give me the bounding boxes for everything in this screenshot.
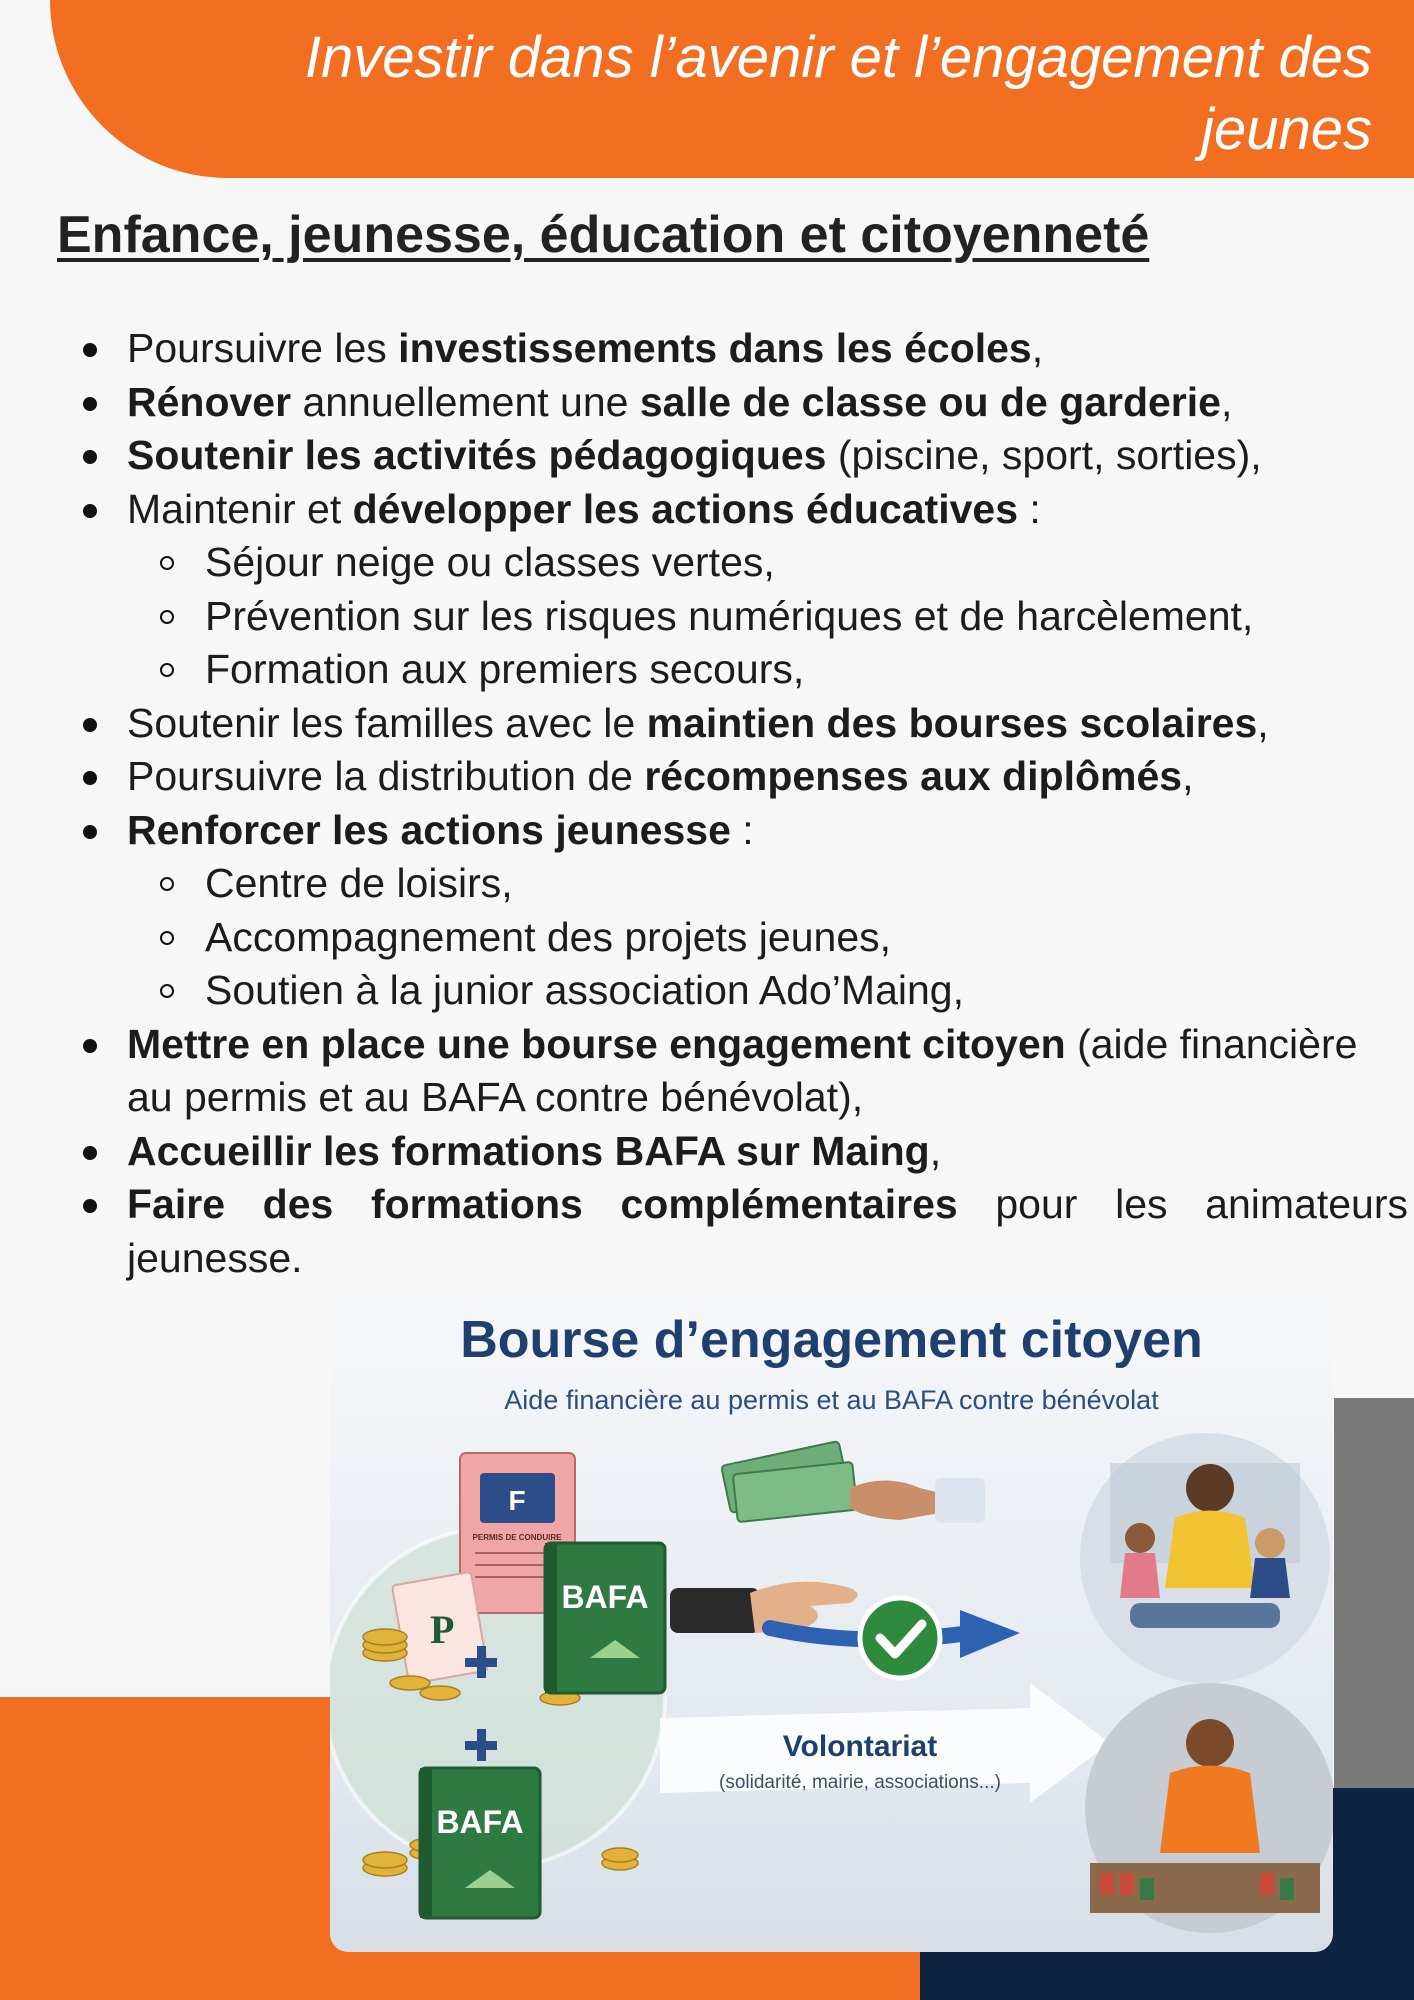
bullet-text: Prévention sur les risques numériques et de harcèlement, <box>205 592 1254 639</box>
bullet-item <box>75 376 1414 430</box>
decorative-gray-block <box>1334 1398 1414 1788</box>
bullet-text: , <box>1182 753 1194 799</box>
svg-text:PERMIS DE CONDUIRE: PERMIS DE CONDUIRE <box>472 1533 562 1542</box>
bullet-text: Maintenir et <box>127 485 353 532</box>
svg-text:P: P <box>430 1607 455 1652</box>
infographic-card <box>330 1288 1333 1952</box>
bullet-text: , <box>929 1127 942 1174</box>
bullet-bold-text: investissements dans les écoles <box>398 325 1032 371</box>
bullet-text: , <box>1257 699 1269 746</box>
svg-text:BAFA: BAFA <box>561 1579 649 1615</box>
svg-text:F: F <box>508 1485 526 1516</box>
bullet-item <box>75 429 1414 483</box>
bullet-text: Accompagnement des projets jeunes, <box>205 913 892 960</box>
bullet-list <box>75 322 1414 1285</box>
bullet-text: pour les animateurs jeunesse. <box>127 1181 1408 1281</box>
bullet-bold-text: salle de classe ou de garderie <box>639 378 1221 425</box>
bafa-book-icon <box>420 1768 540 1918</box>
bullet-item <box>75 1178 1414 1285</box>
bullet-item <box>75 804 1414 858</box>
volunteer-scene-image <box>1085 1683 1333 1933</box>
sub-bullet-item <box>75 964 1414 1018</box>
bullet-bold-text: Faire des formations complémentaires <box>127 1181 958 1227</box>
bullet-text: (aide financière au permis et au BAFA contre bénévolat), <box>127 1020 1358 1120</box>
bullet-bold-text: maintien des bourses scolaires <box>646 699 1258 746</box>
section-title: Enfance, jeunesse, éducation et citoyenneté <box>57 206 1150 264</box>
bullet-text: annuellement une <box>291 378 640 425</box>
bullet-bold-text: Renforcer les actions jeunesse <box>127 806 731 853</box>
sub-bullet-item <box>75 643 1414 697</box>
bullet-bold-text: récompenses aux diplômés <box>644 753 1183 799</box>
bullet-bold-text: Rénover <box>127 378 292 425</box>
bullet-item <box>75 750 1414 804</box>
p-document-icon <box>392 1572 488 1684</box>
bullet-text: (piscine, sport, sorties), <box>826 432 1262 478</box>
bullet-bold-text: Accueillir les formations BAFA sur Maing <box>127 1127 930 1174</box>
bullet-text: : <box>730 806 754 853</box>
bullet-bold-text: Soutenir les activités pédagogiques <box>127 432 827 478</box>
bullet-text: Formation aux premiers secours, <box>205 646 805 692</box>
sub-bullet-item <box>75 536 1414 590</box>
bullet-bold-text: Mettre en place une bourse engagement citoyen <box>127 1020 1066 1067</box>
bullet-text: Séjour neige ou classes vertes, <box>205 539 775 585</box>
money-hand-icon <box>721 1441 985 1523</box>
volunteer-label: Volontariat <box>782 1730 938 1763</box>
sub-bullet-item <box>75 857 1414 911</box>
bullet-text: Poursuivre la distribution de <box>127 753 645 799</box>
bullet-text: , <box>1220 378 1233 425</box>
bullet-text: Soutien à la junior association Ado’Maing, <box>205 967 964 1013</box>
bullet-item <box>75 322 1414 376</box>
bullet-text: : <box>1018 485 1041 532</box>
page-title: Investir dans l’avenir et l’engagement des jeunes <box>304 25 1372 162</box>
bullet-item <box>75 483 1414 537</box>
bullet-text: Poursuivre les <box>127 325 399 371</box>
bullet-item <box>75 1018 1414 1125</box>
bullet-item <box>75 1125 1414 1179</box>
bullet-item <box>75 697 1414 751</box>
infographic-title: Bourse d’engagement citoyen <box>460 1311 1203 1369</box>
svg-text:BAFA: BAFA <box>436 1804 524 1840</box>
bullet-text: Centre de loisirs, <box>205 860 513 906</box>
bullet-bold-text: développer les actions éducatives <box>352 485 1018 532</box>
sub-bullet-item <box>75 911 1414 965</box>
volunteer-detail: (solidarité, mairie, associations...) <box>719 1772 1001 1793</box>
bullet-text: Soutenir les familles avec le <box>127 699 647 746</box>
sub-bullet-item <box>75 590 1414 644</box>
bafa-book-icon <box>545 1543 665 1693</box>
bullet-text: , <box>1031 325 1044 371</box>
header-banner <box>50 0 1414 178</box>
infographic-subtitle: Aide financière au permis et au BAFA contre bénévolat <box>504 1385 1159 1415</box>
childcare-scene-image <box>1080 1433 1330 1683</box>
